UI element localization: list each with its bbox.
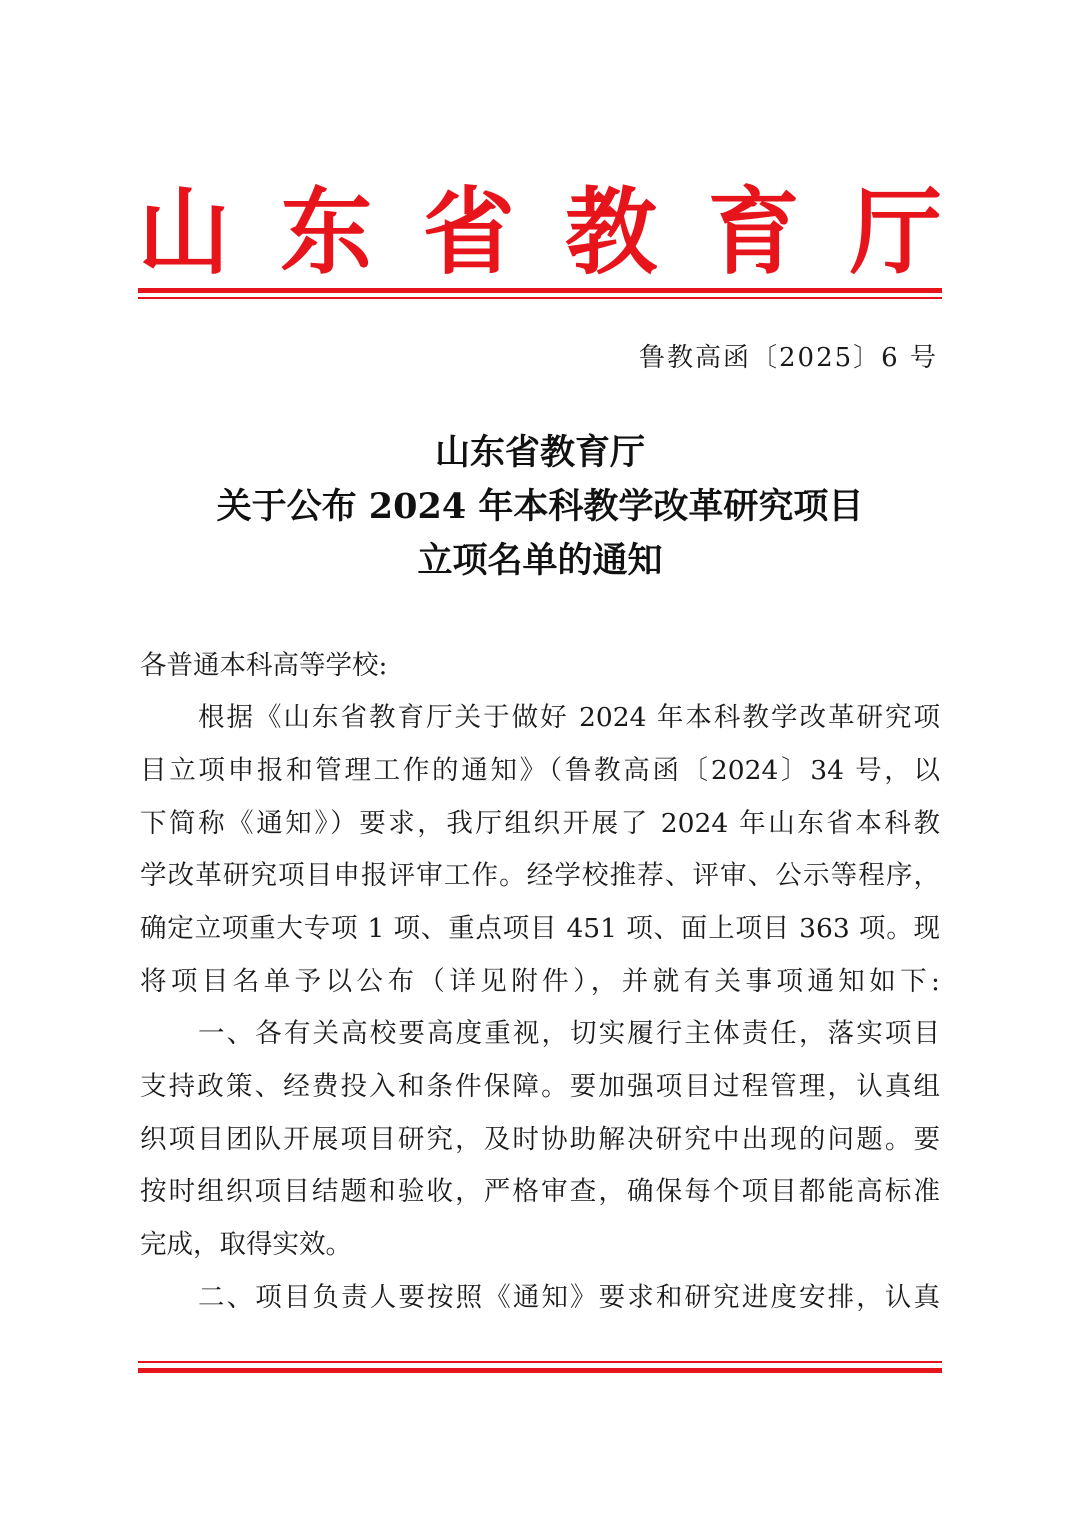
body-line: 织项目团队开展项目研究，及时协助解决研究中出现的问题。要	[140, 1124, 940, 1155]
body-line: 下简称《通知》）要求，我厅组织开展了 2024 年山东省本科教	[140, 808, 940, 839]
body-line: 学改革研究项目申报评审工作。经学校推荐、评审、公示等程序，	[140, 860, 940, 891]
body-line: 将项目名单予以公布（详见附件），并就有关事项通知如下:	[140, 966, 940, 997]
footer-rule-thin	[138, 1361, 942, 1363]
body-line: 完成，取得实效。	[140, 1229, 352, 1260]
body-line: 二、项目负责人要按照《通知》要求和研究进度安排，认真	[198, 1282, 940, 1313]
masthead-char: 教	[565, 177, 658, 288]
header-rule-thin	[138, 297, 942, 299]
body-line: 根据《山东省教育厅关于做好 2024 年本科教学改革研究项	[198, 702, 940, 733]
masthead-char: 厅	[849, 177, 942, 288]
footer-rule-thick	[138, 1368, 942, 1373]
title-line-3: 立项名单的通知	[417, 540, 663, 581]
title-line-2: 关于公布 2024 年本科教学改革研究项目	[216, 486, 864, 527]
body-line: 一、各有关高校要高度重视，切实履行主体责任，落实项目	[198, 1018, 940, 1049]
header-rule-thick	[138, 288, 942, 293]
body-line: 支持政策、经费投入和条件保障。要加强项目过程管理，认真组	[140, 1071, 940, 1102]
masthead-char: 省	[422, 177, 515, 288]
masthead-char: 东	[280, 177, 373, 288]
document-number: 鲁教高函〔2025〕6 号	[639, 343, 938, 373]
masthead-char: 育	[707, 177, 800, 288]
masthead-title	[138, 178, 942, 288]
masthead-char: 山	[138, 177, 231, 288]
salutation: 各普通本科高等学校:	[140, 650, 388, 681]
title-line-1: 山东省教育厅	[434, 432, 645, 473]
body-line: 目立项申报和管理工作的通知》（鲁教高函〔2024〕34 号，以	[140, 755, 940, 786]
body-line: 按时组织项目结题和验收，严格审查，确保每个项目都能高标准	[140, 1176, 940, 1207]
body-line: 确定立项重大专项 1 项、重点项目 451 项、面上项目 363 项。现	[140, 913, 940, 944]
